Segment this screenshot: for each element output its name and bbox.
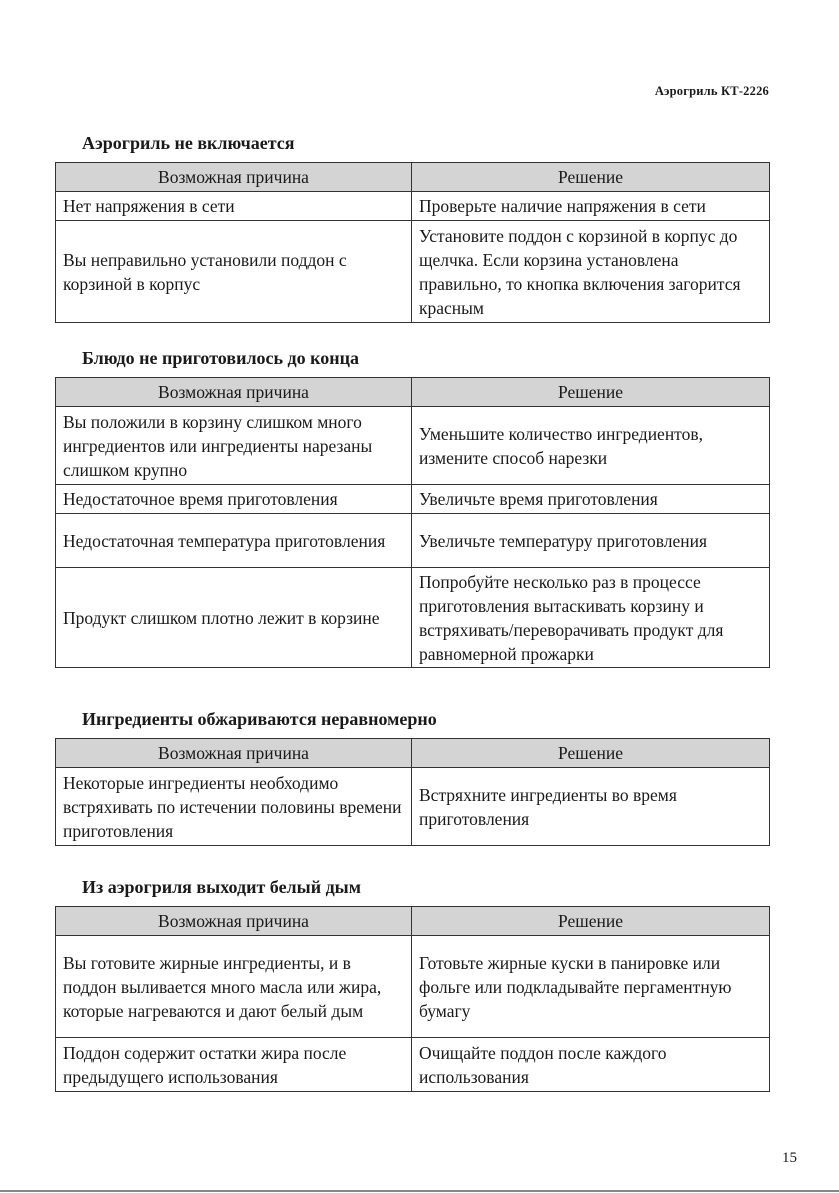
header-solution: Решение	[412, 739, 770, 768]
section-not-cooked	[55, 347, 769, 668]
table-row	[56, 568, 770, 668]
table-row	[56, 485, 770, 514]
section-title: Блюдо не приготовилось до конца	[82, 348, 360, 368]
solution-cell: Встряхните ингредиенты во время приготовления	[412, 768, 770, 846]
table-row	[56, 514, 770, 568]
cause-cell: Недостаточное время приготовления	[56, 485, 412, 514]
table-row	[56, 407, 770, 485]
header-solution: Решение	[412, 907, 770, 936]
cause-cell: Недостаточная температура приготовления	[56, 514, 412, 568]
cause-cell: Вы неправильно установили поддон с корзиной в корпус	[56, 221, 412, 323]
section-title: Ингредиенты обжариваются неравномерно	[82, 709, 437, 729]
page-number: 15	[782, 1150, 797, 1166]
solution-cell: Очищайте поддон после каждого использования	[412, 1038, 770, 1092]
table-row	[56, 192, 770, 221]
header-solution: Решение	[412, 378, 770, 407]
troubleshooting-table	[55, 738, 770, 846]
cause-cell: Некоторые ингредиенты необходимо встряхивать по истечении половины времени приготовления	[56, 768, 412, 846]
cause-cell: Поддон содержит остатки жира после предыдущего использования	[56, 1038, 412, 1092]
section-not-turning-on	[55, 132, 769, 323]
header-cause: Возможная причина	[56, 163, 412, 192]
cause-cell: Нет напряжения в сети	[56, 192, 412, 221]
cause-cell: Продукт слишком плотно лежит в корзине	[56, 568, 412, 668]
solution-cell: Установите поддон с корзиной в корпус до щелчка. Если корзина установлена правильно, то кнопка включения загорится красным	[412, 221, 770, 323]
solution-cell: Проверьте наличие напряжения в сети	[412, 192, 770, 221]
header-cause: Возможная причина	[56, 378, 412, 407]
section-title: Из аэрогриля выходит белый дым	[82, 877, 361, 897]
solution-cell: Готовьте жирные куски в панировке или фольге или подкладывайте пергаментную бумагу	[412, 936, 770, 1038]
solution-cell: Увеличьте температуру приготовления	[412, 514, 770, 568]
table-header-row	[56, 907, 770, 936]
header-cause: Возможная причина	[56, 739, 412, 768]
section-title: Аэрогриль не включается	[82, 133, 295, 153]
solution-cell: Уменьшите количество ингредиентов, измените способ нарезки	[412, 407, 770, 485]
section-uneven-frying	[55, 708, 769, 846]
section-white-smoke	[55, 876, 769, 1092]
cause-cell: Вы готовите жирные ингредиенты, и в поддон выливается много масла или жира, которые нагреваются и дают белый дым	[56, 936, 412, 1038]
table-row	[56, 1038, 770, 1092]
table-row	[56, 936, 770, 1038]
header-cause: Возможная причина	[56, 907, 412, 936]
table-row	[56, 221, 770, 323]
table-row	[56, 768, 770, 846]
table-header-row	[56, 163, 770, 192]
table-header-row	[56, 739, 770, 768]
solution-cell: Попробуйте несколько раз в процессе приготовления вытаскивать корзину и встряхивать/переворачивать продукт для равномерной прожарки	[412, 568, 770, 668]
troubleshooting-table	[55, 906, 770, 1092]
bottom-divider	[0, 1190, 839, 1192]
header-solution: Решение	[412, 163, 770, 192]
solution-cell: Увеличьте время приготовления	[412, 485, 770, 514]
document-header: Аэрогриль КТ-2226	[654, 84, 769, 98]
troubleshooting-table	[55, 377, 770, 668]
cause-cell: Вы положили в корзину слишком много ингредиентов или ингредиенты нарезаны слишком крупно	[56, 407, 412, 485]
troubleshooting-table	[55, 162, 770, 323]
table-header-row	[56, 378, 770, 407]
